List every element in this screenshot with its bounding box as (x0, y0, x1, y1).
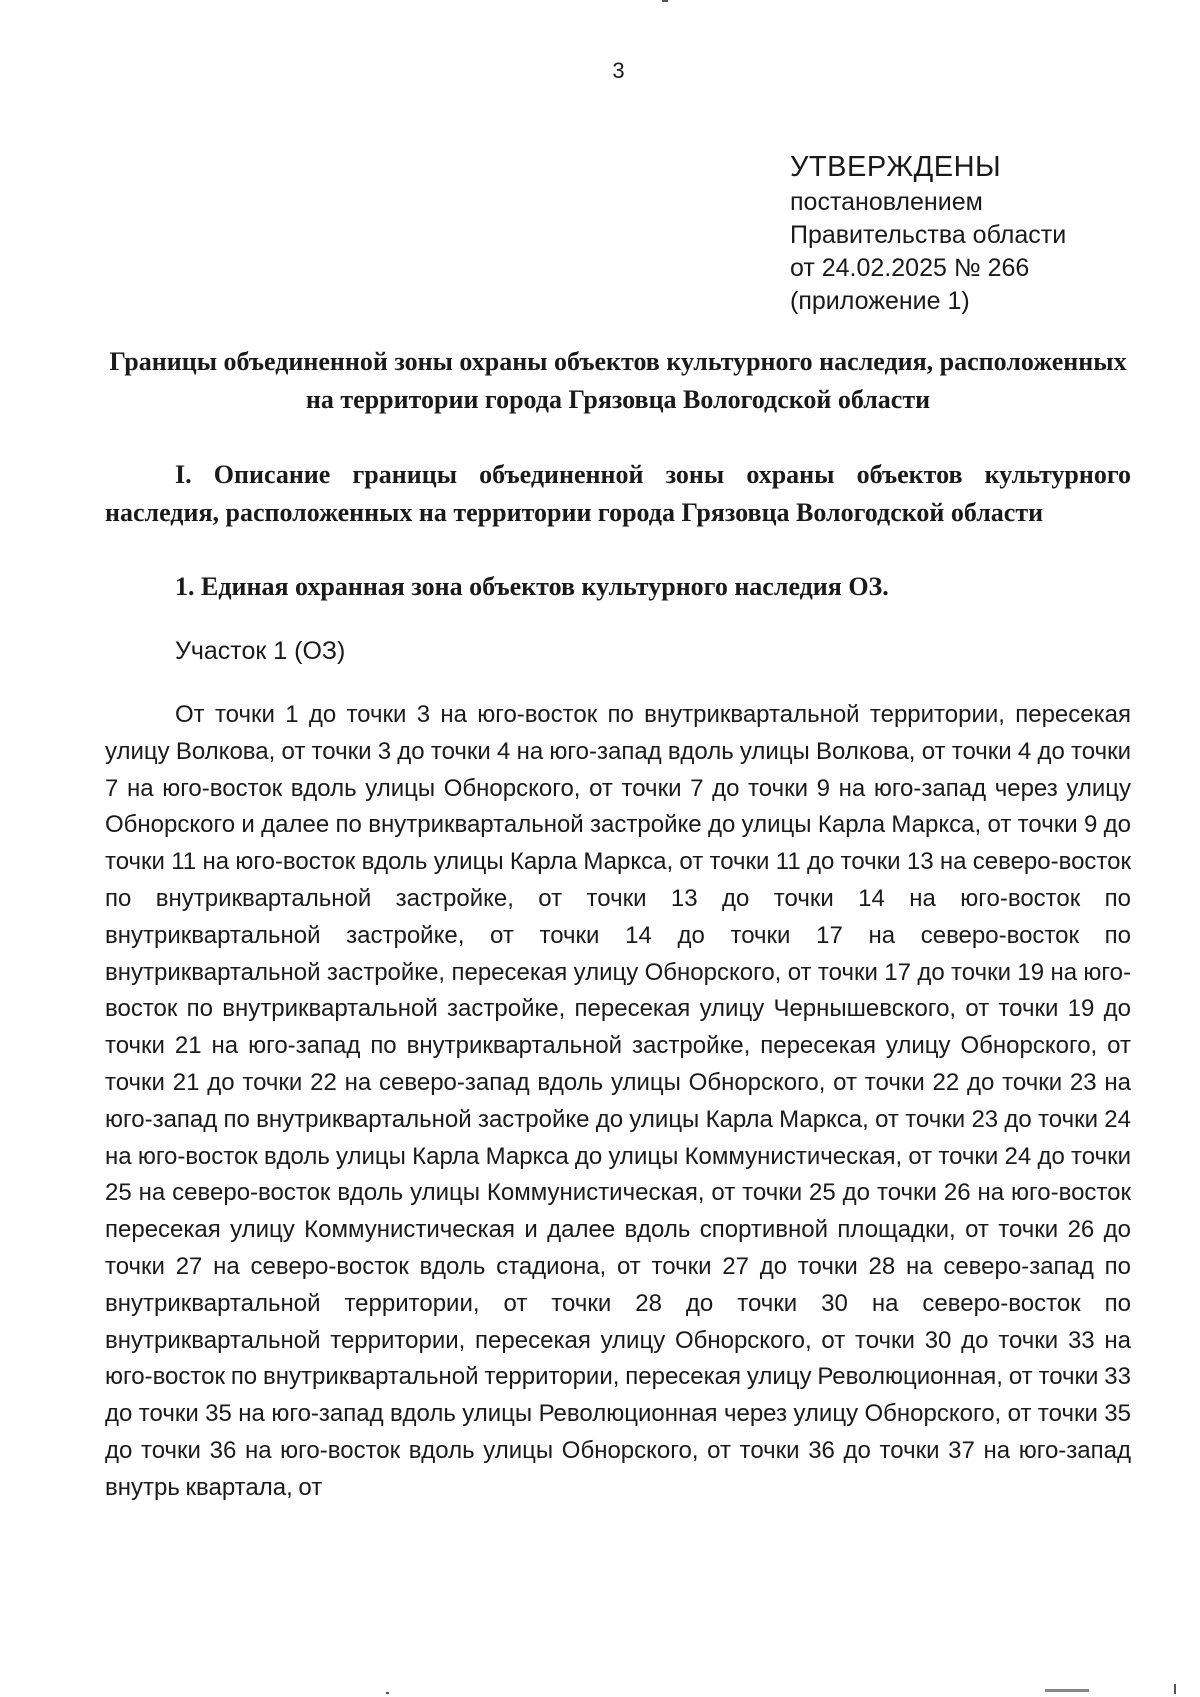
page-number: 3 (612, 58, 625, 83)
scan-artifact-bottom-right (1045, 1689, 1089, 1692)
scan-artifact-bottom-left (386, 1692, 389, 1694)
body-paragraph: От точки 1 до точки 3 на юго-восток по внутриквартальной территории, пересекая улицу Волкова, от точки 3 до точки 4 на юго-запад вдоль улицы Волкова, от точки 4 до точки 7 на юго-восток вдоль улицы Обнорского, от точки 7 до точки 9 на юго-запад через улицу Обнорского и далее по внутриквартальной застройке до улицы Карла Маркса, от точки 9 до точки 11 на юго-восток вдоль улицы Карла Маркса, от точки 11 до точки 13 на северо-восток по внутриквартальной застройке, от точки 13 до точки 14 на юго-восток по внутриквартальной застройке, от точки 14 до точки 17 на северо-восток по внутриквартальной застройке, пересекая улицу Обнорского, от точки 17 до точки 19 на юго-восток по внутриквартальной застройке, пересекая улицу Чернышевского, от точки 19 до точки 21 на юго-запад по внутриквартальной застройке, пересекая улицу Обнорского, от точки 21 до точки 22 на северо-запад вдоль улицы Обнорского, от точки 22 до точки 23 на юго-запад по внутриквартальной застройке до улицы Карла Маркса, от точки 23 до точки 24 на юго-восток вдоль улицы Карла Маркса до улицы Коммунистическая, от точки 24 до точки 25 на северо-восток вдоль улицы Коммунистическая, от точки 25 до точки 26 на юго-восток пересекая улицу Коммунистическая и далее вдоль спортивной площадки, от точки 26 до точки 27 на северо-восток вдоль стадиона, от точки 27 до точки 28 на северо-запад по внутриквартальной территории, от точки 28 до точки 30 на северо-восток по внутриквартальной территории, пересекая улицу Обнорского, от точки 30 до точки 33 на юго-восток по внутриквартальной территории, пересекая улицу Революционная, от точки 33 до точки 35 на юго-запад вдоль улицы Революционная через улицу Обнорского, от точки 35 до точки 36 на юго-восток вдоль улицы Обнорского, от точки 36 до точки 37 на юго-запад внутрь квартала, от (105, 701, 1131, 1501)
approval-line-3: от 24.02.2025 № 266 (790, 254, 1030, 282)
section-heading: I. Описание границы объединенной зоны охраны объектов культурного наследия, расположенных на территории города Грязовца Вологодской области (105, 460, 1131, 527)
approval-stamp-block (790, 148, 1150, 318)
plot-label: Участок 1 (ОЗ) (175, 637, 346, 665)
scan-artifact-corner (1174, 1684, 1176, 1694)
approval-title: УТВЕРЖДЕНЫ (790, 151, 1002, 183)
approval-line-4: (приложение 1) (790, 287, 970, 315)
scan-artifact-top (662, 0, 668, 2)
approval-line-1: постановлением (790, 188, 983, 216)
document-title: Границы объединенной зоны охраны объектов культурного наследия, расположенных на территории города Грязовца Вологодской области (109, 347, 1127, 414)
subsection-heading: 1. Единая охранная зона объектов культурного наследия ОЗ. (175, 572, 889, 601)
approval-line-2: Правительства области (790, 221, 1067, 249)
